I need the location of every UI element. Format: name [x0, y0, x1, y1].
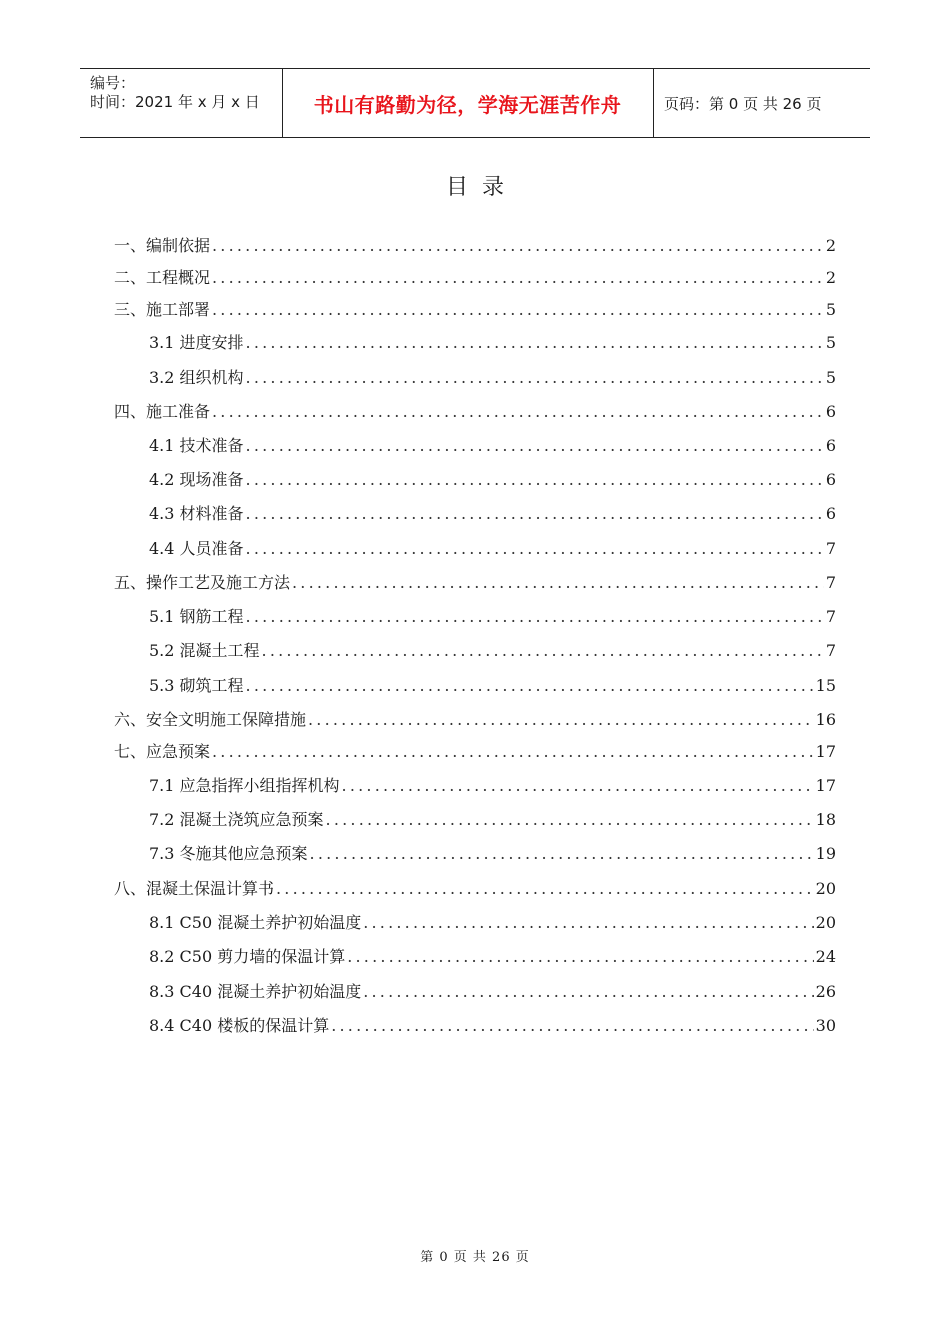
toc-entry-label: 7.2 混凝土浇筑应急预案: [149, 810, 324, 829]
toc-leader-dots: [308, 710, 814, 729]
toc-leader-dots: [246, 539, 824, 558]
toc-entry-label: 3.2 组织机构: [149, 368, 244, 387]
toc-leader-dots: [292, 573, 824, 592]
toc-entry-page: 7: [825, 641, 836, 660]
toc-entry[interactable]: [149, 773, 836, 795]
toc-entry[interactable]: [114, 297, 836, 319]
toc-entry[interactable]: [114, 233, 836, 255]
toc-leader-dots: [342, 776, 814, 795]
toc-entry[interactable]: [114, 739, 836, 761]
toc-entry-page: 2: [825, 268, 836, 287]
toc-entry[interactable]: [149, 944, 836, 966]
toc-entry[interactable]: [114, 876, 836, 898]
toc-entry-page: 17: [815, 776, 836, 795]
toc-entry-label: 六、安全文明施工保障措施: [114, 710, 307, 729]
toc-leader-dots: [347, 947, 813, 966]
toc-entry-page: 17: [815, 742, 836, 761]
toc-leader-dots: [212, 268, 824, 287]
toc-entry-page: 5: [825, 300, 836, 319]
toc-entry-page: 6: [825, 504, 836, 523]
toc-title: 目录: [445, 175, 518, 200]
toc-entry[interactable]: [149, 467, 836, 489]
toc-entry-label: 5.1 钢筋工程: [149, 607, 244, 626]
toc-entry[interactable]: [149, 604, 836, 626]
toc-entry[interactable]: [149, 979, 836, 1001]
toc-entry[interactable]: [149, 807, 836, 829]
toc-entry-label: 4.4 人员准备: [149, 539, 244, 558]
toc-entry[interactable]: [149, 536, 836, 558]
toc-entry-page: 7: [825, 539, 836, 558]
toc-leader-dots: [246, 676, 814, 695]
toc-entry-label: 七、应急预案: [114, 742, 211, 761]
toc-entry-page: 24: [815, 947, 836, 966]
page-footer: 第 0 页 共 26 页: [420, 1250, 530, 1265]
toc-leader-dots: [246, 436, 824, 455]
toc-entry-label: 4.1 技术准备: [149, 436, 244, 455]
toc-entry-label: 五、操作工艺及施工方法: [114, 573, 291, 592]
toc-entry-label: 8.1 C50 混凝土养护初始温度: [149, 913, 362, 932]
toc-entry-page: 20: [815, 913, 836, 932]
toc-entry-label: 5.2 混凝土工程: [149, 641, 260, 660]
toc-leader-dots: [262, 641, 824, 660]
toc-entry-label: 7.3 冬施其他应急预案: [149, 844, 308, 863]
toc-entry-label: 4.3 材料准备: [149, 504, 244, 523]
toc-entry-label: 8.2 C50 剪力墙的保温计算: [149, 947, 346, 966]
toc-entry[interactable]: [149, 638, 836, 660]
toc-entry[interactable]: [149, 433, 836, 455]
toc-entry-page: 30: [815, 1016, 836, 1035]
toc-entry-page: 26: [815, 982, 836, 1001]
toc-entry[interactable]: [149, 330, 836, 352]
toc-entry[interactable]: [114, 265, 836, 287]
toc-entry[interactable]: [149, 501, 836, 523]
toc-entry-label: 四、施工准备: [114, 402, 211, 421]
toc-entry[interactable]: [149, 673, 836, 695]
toc-entry-page: 6: [825, 436, 836, 455]
toc-leader-dots: [246, 470, 824, 489]
toc-entry-page: 2: [825, 236, 836, 255]
header-motto: 书山有路勤为径，学海无涯苦作舟: [313, 92, 622, 117]
header-page-info: 页码：第 0 页 共 26 页: [664, 94, 822, 113]
toc-entry-page: 7: [825, 607, 836, 626]
toc-leader-dots: [246, 607, 824, 626]
toc-entry-page: 7: [825, 573, 836, 592]
document-number-label: 编号：: [90, 74, 136, 92]
toc-entry-page: 19: [815, 844, 836, 863]
toc-leader-dots: [363, 982, 813, 1001]
toc-leader-dots: [246, 368, 824, 387]
toc-entry-label: 三、施工部署: [114, 300, 211, 319]
toc-entry-page: 5: [825, 333, 836, 352]
toc-entry-label: 4.2 现场准备: [149, 470, 244, 489]
toc-entry-page: 15: [815, 676, 836, 695]
toc-entry[interactable]: [114, 570, 836, 592]
toc-entry-label: 3.1 进度安排: [149, 333, 244, 352]
toc-leader-dots: [331, 1016, 813, 1035]
toc-entry-label: 八、混凝土保温计算书: [114, 879, 275, 898]
toc-entry[interactable]: [114, 399, 836, 421]
toc-leader-dots: [363, 913, 813, 932]
toc-entry-label: 5.3 砌筑工程: [149, 676, 244, 695]
toc-leader-dots: [246, 504, 824, 523]
toc-entry-page: 6: [825, 402, 836, 421]
toc-leader-dots: [310, 844, 814, 863]
toc-leader-dots: [326, 810, 814, 829]
toc-entry-page: 16: [815, 710, 836, 729]
toc-entry-page: 20: [815, 879, 836, 898]
toc-entry-label: 二、工程概况: [114, 268, 211, 287]
toc-entry[interactable]: [149, 841, 836, 863]
toc-leader-dots: [212, 402, 824, 421]
toc-leader-dots: [212, 300, 824, 319]
toc-entry-page: 18: [815, 810, 836, 829]
toc-entry-page: 6: [825, 470, 836, 489]
toc-leader-dots: [276, 879, 814, 898]
toc-entry-label: 7.1 应急指挥小组指挥机构: [149, 776, 340, 795]
toc-leader-dots: [212, 236, 824, 255]
toc-entry-label: 一、编制依据: [114, 236, 211, 255]
toc-entry[interactable]: [149, 1013, 836, 1035]
toc-entry-page: 5: [825, 368, 836, 387]
toc-leader-dots: [246, 333, 824, 352]
toc-entry[interactable]: [149, 365, 836, 387]
toc-entry-label: 8.4 C40 楼板的保温计算: [149, 1016, 330, 1035]
toc-entry[interactable]: [149, 910, 836, 932]
toc-entry-label: 8.3 C40 混凝土养护初始温度: [149, 982, 362, 1001]
document-date-label: 时间：2021 年 x 月 x 日: [90, 93, 260, 111]
toc-leader-dots: [212, 742, 814, 761]
toc-entry[interactable]: [114, 707, 836, 729]
